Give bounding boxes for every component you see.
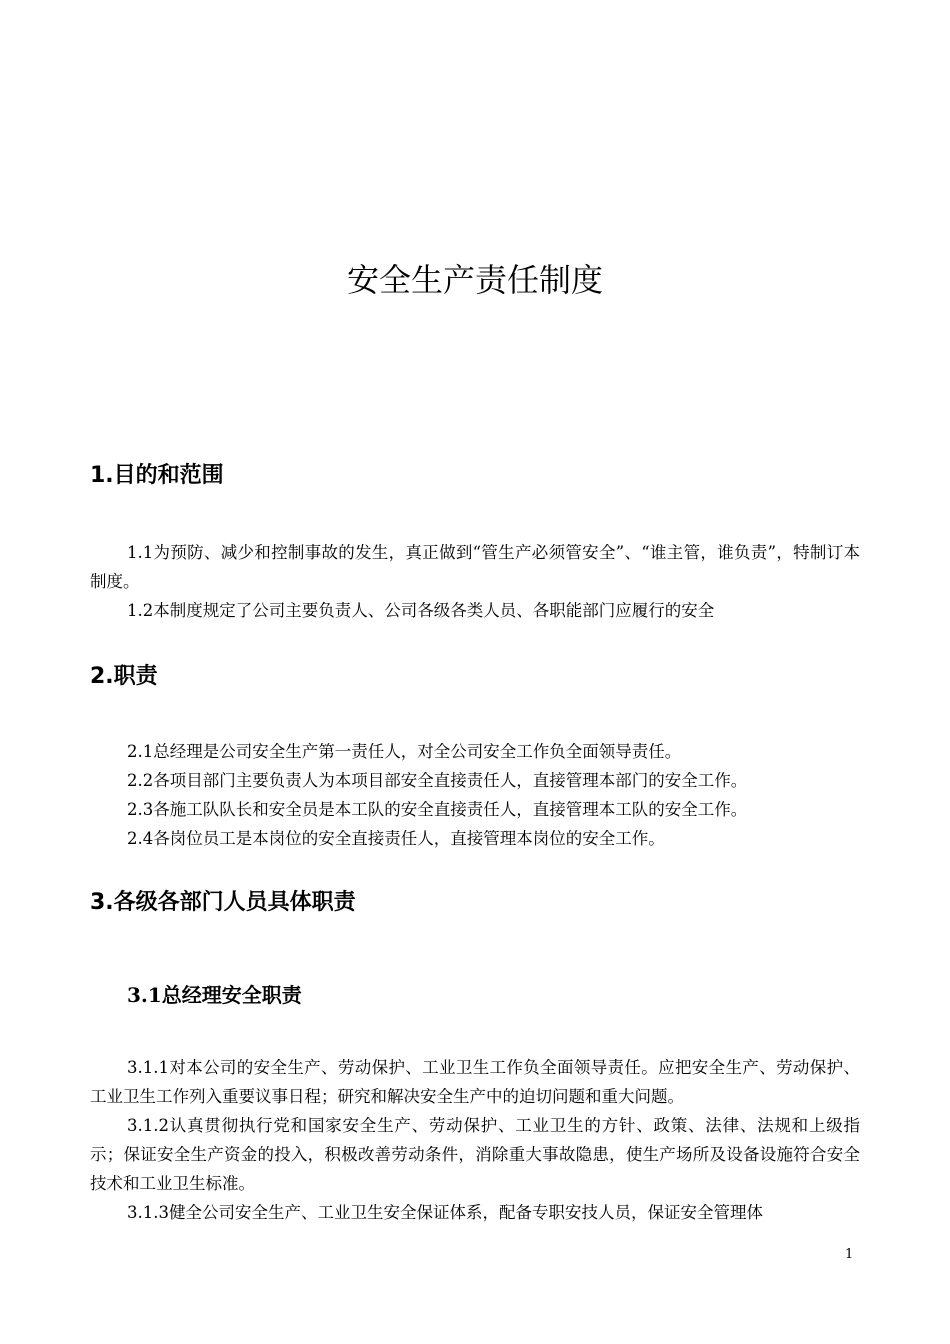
- document-title: 安全生产责任制度: [346, 261, 603, 299]
- paragraph-3-1-3: 3.1.3健全公司安全生产、工业卫生安全保证体系，配备专职安技人员，保证安全管理体: [127, 1203, 763, 1222]
- subsection-heading-3-1: 3.1总经理安全职责: [127, 983, 302, 1007]
- section-heading-1: 1.目的和范围: [90, 463, 224, 488]
- page-number: 1: [845, 1247, 854, 1262]
- section-heading-3: 3.各级各部门人员具体职责: [90, 890, 356, 915]
- paragraph-2-3: 2.3各施工队队长和安全员是本工队的安全直接责任人，直接管理本工队的安全工作。: [127, 800, 748, 819]
- paragraph-1-2: 1.2本制度规定了公司主要负责人、公司各级各类人员、各职能部门应履行的安全: [127, 601, 715, 620]
- paragraph-3-1-1: 3.1.1对本公司的安全生产、劳动保护、工业卫生工作负全面领导责任。应把安全生产、劳动保护、工业卫生工作列入重要议事日程；研究和解决安全生产中的迫切问题和重大问题。: [90, 1058, 860, 1106]
- section-heading-2: 2.职责: [90, 664, 158, 689]
- paragraph-2-1: 2.1总经理是公司安全生产第一责任人，对全公司安全工作负全面领导责任。: [127, 742, 682, 761]
- paragraph-1-1: 1.1为预防、减少和控制事故的发生，真正做到“管生产必须管安全”、“谁主管，谁负责”，特制订本制度。: [90, 543, 860, 591]
- paragraph-3-1-2: 3.1.2认真贯彻执行党和国家安全生产、劳动保护、工业卫生的方针、政策、法律、法规和上级指示；保证安全生产资金的投入，积极改善劳动条件，消除重大事故隐患，使生产场所及设备设施符合安全技术和工业卫生标准。: [90, 1116, 860, 1193]
- paragraph-2-2: 2.2各项目部门主要负责人为本项目部安全直接责任人，直接管理本部门的安全工作。: [127, 771, 748, 790]
- paragraph-2-4: 2.4各岗位员工是本岗位的安全直接责任人，直接管理本岗位的安全工作。: [127, 829, 665, 848]
